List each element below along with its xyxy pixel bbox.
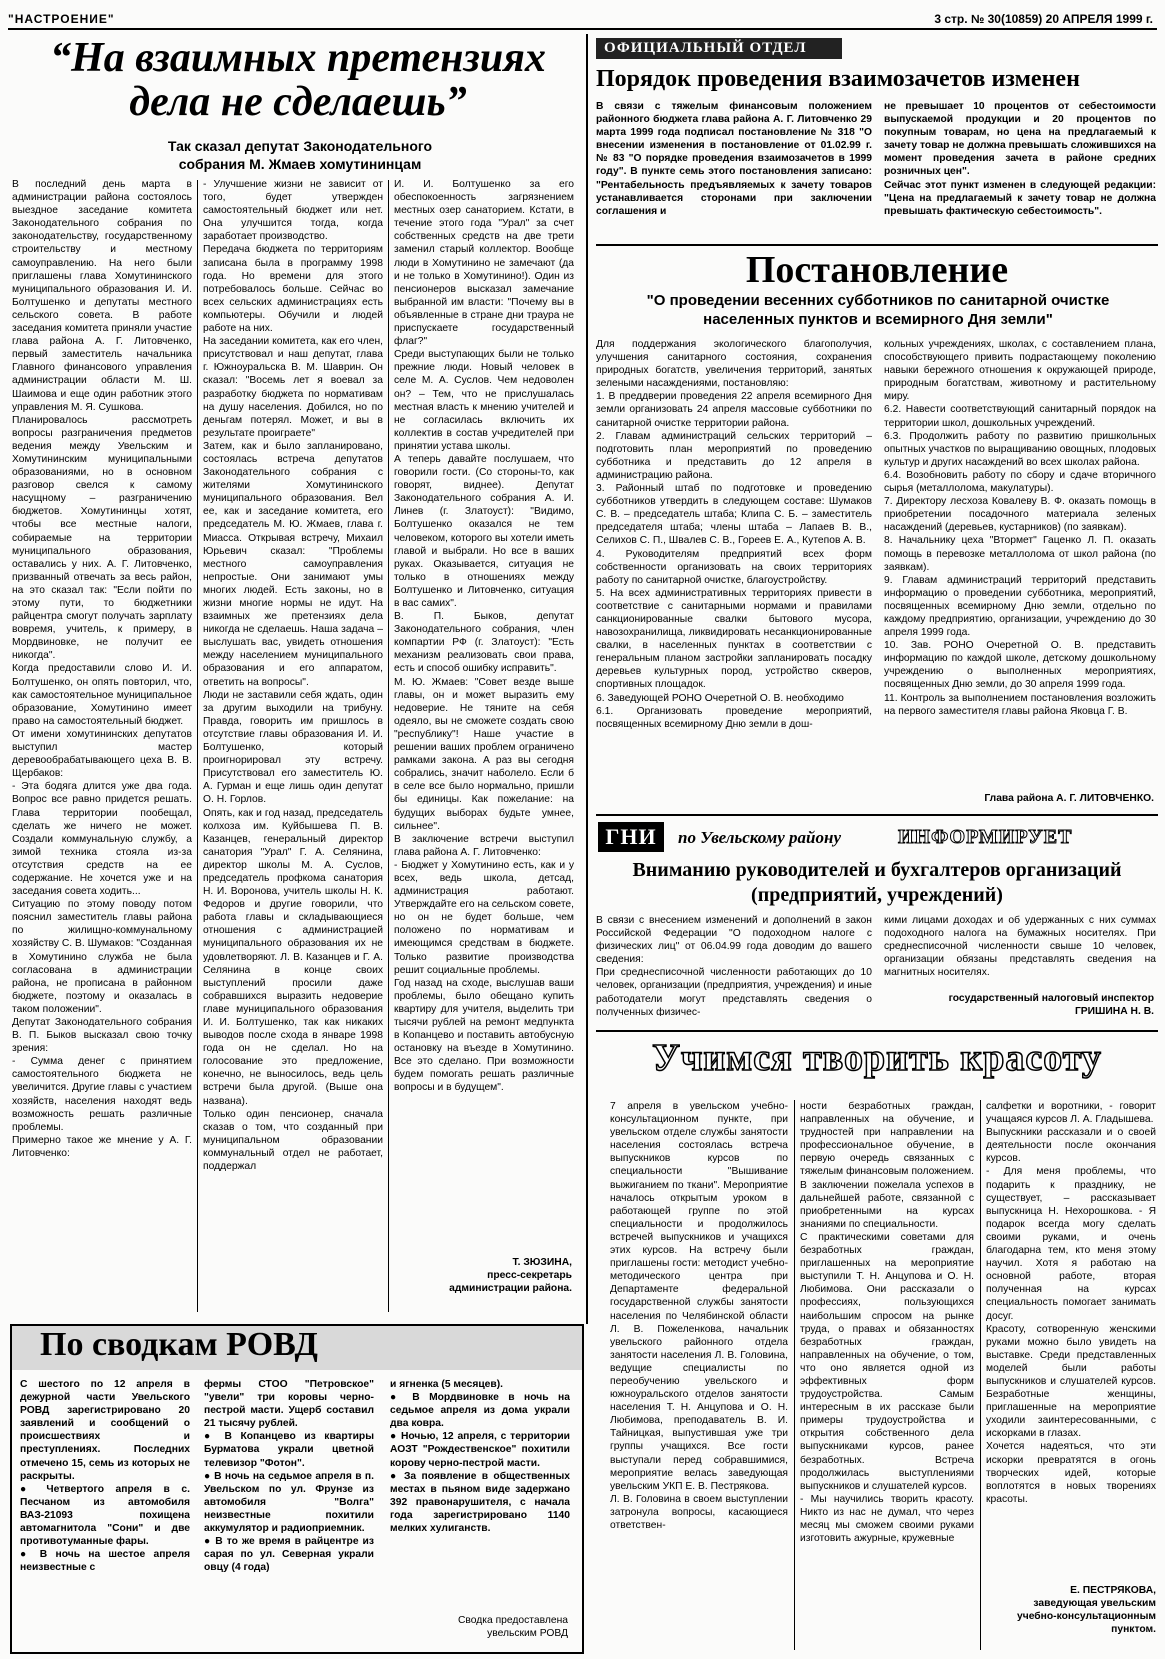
tax-column-1: В связи с внесением изменений и дополнений в закон Российской Федерации "О подоходном налоге с физических лиц" от 06.04.99 года доводим до вашего сведения: При среднесписочной численности работающих до 10 человек, организации (предприятия, учреждения) и иные работодатели могут представлять сведения о полученных физичес- [596, 915, 872, 1016]
column-divider [980, 1100, 981, 1650]
article-signature: Т. ЗЮЗИНА, пресс-секретарь администрации района. [449, 1257, 572, 1294]
beauty-column-1: 7 апреля в увельском учебно-консультационном пункте, при увельском отделе службы занятости населения состоялась встреча выпускников курсов по специальности "Вышивание выжиганием по ткани". Мероприятие началось открытым уроком в работающей группе по этой специальности и продолжилось встречей выпускников и учащихся этих курсов. На встречу были приглашены гости: методист учебно-методического центра при Департаменте федеральной государственной службы занятости населения по Челябинской области Л. В. Пожеленкова, начальник увельского районного отдела занятости населения Л. В. Головина, ведущие специалисты по переобучению увельского и южноуральского отделов занятости населения Т. Н. Анцупова и О. Н. Любимова, преподаватель В. И. Тайницкая, выпустившая уже три группы учащихся. Все гости выступали перед собравшимися, мероприятие велась заведующая увельским УКП Е. В. Пестрякова. Л. В. Головина в своем выступлении затронула вопросы, касающиеся ответствен- [610, 1101, 788, 1531]
decree-column-1: Для поддержания экологического благополучия, улучшения санитарного состояния, сохранения природных богатств, увеличения территорий, занятых зелеными насаждениями, постановляю: 1. В преддверии проведения 22 апреля всемирного Дня земли организовать 24 апреля массовые субботники по санитарной очистке территории района. 2. Главам администраций сельских территорий – подготовить план мероприятий по проведению субботника и представить до 12 апреля в администрацию района. 3. Районный штаб по подготовке и проведению субботников утвердить в следующем составе: Шумаков С. В. – председатель штаба; Клипа С. Б. – заместитель председателя штаба; члены штаба – Лапаев В. В., Селихов С. П., Швалев С. В., Гореев Е. А., Кутепов А. В. 4. Руководителям предприятий всех форм собственности организовать на своих территориях работу по санитарной очистке, благоустройству. 5. На всех административных территориях привести в соответствие с санитарными нормами и правилами санкционированные свалки бытового мусора, навозохранилища, ликвидировать несанкционированные свалки, в населенных пунктах в соответствии с генеральным планом застройки запланировать посадку деревьев культурных пород, устройство скверов, спортивных площадок. 6. Заведующей РОНО Очеретной О. В. необходимо 6.1. Организовать проведение мероприятий, посвященных всемирному Дню земли в дош- [596, 339, 872, 730]
rovd-signature: Сводка предоставлена увельским РОВД [457, 1615, 568, 1639]
tax-signature: государственный налоговый инспектор ГРИШИНА Н. В. [948, 993, 1154, 1017]
article-column-2: - Улучшение жизни не зависит от того, будет утвержден самостоятельный бюджет или нет. Она улучшится тогда, когда заработает производство. Передача бюджета по территориям записана была в программу 1998 года. Но времени для этого потребовалось больше. Сейчас во всех сельских администрациях есть компьютеры. Обучили и людей работе на них. На заседании комитета, как его член, присутствовал и наш депутат, глава г. Южноуральска В. М. Шаврин. Он сказал: "Восемь лет я воевал за разработку бюджета по нормативам на душу населения. Добился, но по деньгам потерял. Может, и вы в результате проиграете" Затем, как и было запланировано, состоялась встреча депутатов Законодательного собрания с жителями Хомутининского муниципального образования. Вел ее, как и заседание комитета, его председатель М. Ю. Жмаев, глава г. Миасса. Открывая встречу, Михаил Юрьевич сказал: "Проблемы местного самоуправления непростые. Они занимают умы многих людей. Есть законы, но в жизни многие нормы не идут. На взаимных же претензиях дела никогда не сделаешь. Наша задача – выслушать вас, увидеть отношения между населением муниципального образования и его аппаратом, ответить на вопросы". Люди не заставили себя ждать, один за другим выходили на трибуну. Правда, говорить им пришлось в отсутствие главы образования И. И. Болтушенко, который проигнорировал эту встречу. Присутствовал его заместитель Ю. А. Гурман и еще лишь один депутат О. Н. Горлов. Опять, как и год назад, председатель колхоза им. Куйбышева П. В. Казанцев, генеральный директор санатория "Урал" Г. А. Селянина, директор школы М. А. Суслов, председатель профкома санатория Н. И. Воронова, учитель школы Н. К. Федоров и другие говорили, что работа главы и складывающиеся отношения с администрацией муниципального образования их не удовлетворяют. Л. В. Казанцев и Г. А. Селянина в конце своих выступлений просили даже собравшихся выразить недоверие главе муниципального образования И. И. Болтушенко, так как никаких выводов после схода в январе 1998 года он не сделал. Но на голосование это предложение, конечно, не выносилось, ведь цель встречи была другой. (Выше она названа). Только один пенсионер, сначала сказав о том, что созданный при муниципальном образовании коммунальный отдел не работает, поддержал [203, 179, 383, 1173]
official-column-1: В связи с тяжелым финансовым положением районного бюджета глава района А. Г. Литовченко 29 марта 1999 года подписал постановление № 318 "О внесении изменения в постановление от 01.02.99 г. № 83 "О порядке проведения взаимозачетов в 1999 году". В пункте семь этого постановления записано: "Рентабельность предъявляемых к зачету товаров устанавливается сторонами при заключении соглашения и [596, 101, 872, 217]
article-column-3: И. И. Болтушенко за его обеспокоенность загрязнением местных озер санаторием. Кстати, в течение этого года "Урал" за счет собственных средств на две трети заменил старый коллектор. Вообще люди в Хомутинино не замечают (да и не только в Хомутинино!). Один из пенсионеров высказал замечание выбранной им власти: "Почему вы в объявленные в стране дни траура не приспускаете государственный флаг?" Среди выступающих были не только прежние люди. Новый человек в селе М. А. Суслов. Чем недоволен он? – Тем, что не прислушалась местная власть к мнению учителей и не согласилась включить их коллектив в состав учредителей при принятии устава школы. А теперь давайте послушаем, что говорили гости. (Со стороны-то, как говорят, виднее). Депутат Законодательного собрания А. И. Линев (г. Златоуст): "Видимо, Болтушенко оказался не тем человеком, которого вы хотели иметь главой и выбрали. Но все в ваших руках. Оказывается, ситуация не только в отношениях между Болтушенко и Литовченко, ситуация в вас самих". В. П. Быков, депутат Законодательного собрания, член компартии РФ (г. Златоуст): "Есть механизм реализовать свои права, есть и способ ошибку исправить". М. Ю. Жмаев: "Совет везде выше главы, он и может выразить ему недоверие. Не тяните на себя одеяло, вы не сможете создать свою "республику"! Наше участие в решении ваших проблем ограничено рамками закона. А раз вы сегодня собрались, значит наболело. Если б в селе все было нормально, пришли бы единицы. Как пожелание: на будущих выборах будьте умнее, сильнее". В заключение встречи выступил глава района А. Г. Литовченко: - Бюджет у Хомутинино есть, как и у всех, ведь школа, детсад, администрация работают. Утверждайте его на сельском совете, но он не будет больше, чем положено по нормативам и имеющимся средствам в бюджете. Только развитие производства решит социальные проблемы. Год назад на сходе, выслушав ваши проблемы, было обещано купить квартиру для учителя, выделить три тысячи рублей на ремонт медпункта в Копанцево и поставить автобусную остановку на въезде в Хомутинино. Все это сделано. При возможности будем помогать решать различные вопросы и в будущем". [394, 179, 574, 1094]
beauty-column-3: салфетки и воротники, - говорит учащаяся курсов Л. А. Гладышева. Выпускники рассказали и о своей деятельности после окончания курсов. - Для меня проблемы, что подарить к празднику, не существует, – рассказывает выпускница Н. Нехорошкова. - Я подарок всегда могу сделать своими руками, и очень благодарна тем, кто меня этому научил. Хотя я работаю на основной работе, вторая полученная на курсах специальность помогает занимать досуг. Красоту, сотворенную женскими руками можно было увидеть на выставке. Среди представленных моделей были работы выпускников и слушателей курсов. Безработные женщины, приглашенные на мероприятие уходили заинтересованными, с искорками в глазах. Хочется надеяться, что эти искорки превратятся в огонь творческих идей, которые воплотятся в новых творениях красоты. [986, 1101, 1156, 1505]
decree-title: Постановление [745, 249, 1009, 291]
section-rule [596, 814, 1158, 816]
decree-column-2: кольных учреждениях, школах, с составлением плана, способствующего привить подрастающему поколению навыки бережного отношения к окружающей природе, природным богатствам, животному и растительному миру. 6.2. Навести соответствующий санитарный порядок на территории школ, дошкольных учреждений. 6.3. Продолжить работу по развитию пришкольных опытных участков по выращиванию овощных, плодовых культур и других насаждений во всех школах района. 6.4. Возобновить работу по сбору и сдаче вторичного сырья (металлолома, макулатуры). 7. Директору лесхоза Ковалеву В. Ф. оказать помощь в приобретении посадочного материала зеленых насаждений (деревьев, кустарников) (по заявкам). 8. Начальнику цеха "Втормет" Гаценко Л. П. оказать помощь в перевозке металлолома от школ района (по заявкам). 9. Главам администраций территорий представить информацию о проведении субботника, мероприятий, посвященных всемирному Дню земли, отдельно по каждому предприятию, организации, учреждению до 30 апреля 1999 года. 10. Зав. РОНО Очеретной О. В. представить информацию по каждой школе, детскому дошкольному учреждению о выполненных мероприятиях, посвященных Дню земли, до 30 апреля 1999 года. 11. Контроль за выполнением постановления возложить на первого заместителя главы района Яковца Г. В. [884, 339, 1156, 717]
official-title: Порядок проведения взаимозачетов изменен [596, 66, 1080, 92]
tax-informs: ИНФОРМИРУЕТ [898, 826, 1073, 848]
header-rule [8, 28, 1157, 30]
rovd-column-2: фермы СТОО "Петровское" "увели" три коровы черно-пестрой масти. Ущерб составил 21 тысячу рублей. ● В Копанцево из квартиры Бурматова украли цветной телевизор "Фотон". ● В ночь на седьмое апреля в п. Увельском по ул. Фрунзе из автомобиля "Волга" неизвестные похитили аккумулятор и радиоприемник. ● В то же время в райцентре из сарая по ул. Северная украли овцу (4 года) [204, 1379, 374, 1574]
tax-district: по Увельскому району [678, 828, 841, 847]
running-head-issue: 3 стр. № 30(10859) 20 АПРЕЛЯ 1999 г. [934, 12, 1153, 26]
column-divider [794, 1100, 795, 1650]
beauty-signature: Е. ПЕСТРЯКОВА, заведующая увельским учебно-консультационным пунктом. [1017, 1585, 1156, 1635]
column-divider [197, 180, 198, 1312]
tax-column-2: кими лицами доходах и об удержанных с них суммах подоходного налога на бумажных носителях. При среднесписочной численности свыше 10 человек, организации обязаны представлять сведения на магнитных носителях. [884, 915, 1156, 979]
tax-logo: ГНИ [598, 822, 664, 852]
tax-title: Вниманию руководителей и бухгалтеров организаций (предприятий, учреждений) [632, 859, 1122, 906]
article-headline: “На взаимных претензиях дела не сделаешь” [50, 35, 546, 126]
section-rule [596, 1030, 1158, 1032]
rovd-column-1: С шестого по 12 апреля в дежурной части Увельского РОВД зарегистрировано 20 заявлений и сообщений о происшествиях и преступлениях. Последних отмечено 15, семь из которых не раскрыты. ● Четвертого апреля в с. Песчаном из автомобиля ВАЗ-21093 похищена автомагнитола "Сони" и две противотуманные фары. ● В ночь на шестое апреля неизвестные с [20, 1379, 190, 1574]
page-center-divider [586, 34, 588, 1324]
beauty-title: Учимся творить красоту [652, 1037, 1102, 1079]
official-column-2: не превышает 10 процентов от себестоимости выпускаемой продукции и 20 процентов по покупным товарам, но цена на предлагаемый к зачету товар не должна превышать сложившихся на момент проведения зачета в районе средних розничных цен". Сейчас этот пункт изменен в следующей редакции: "Цена на предлагаемый к зачету товар не должна превышать фактическую себестоимость". [884, 101, 1156, 217]
article-column-1: В последний день марта в администрации района состоялось выездное заседание комитета Законодательного собрания по законодательству, государственному строительству и местному самоуправлению. На него были приглашены глава Хомутининского муниципального образования И. И. Болтушенко и депутаты местного сельского совета. В работе заседания комитета приняли участие глава района А. Г. Литовченко, первый заместитель начальника Главного финансового управления администрации области М. Ш. Шаимова и еще один работник этого управления М. Я. Сушкова. Планировалось рассмотреть вопросы разграничения предметов ведения между Увельским и Хомутининским муниципальными образованиями, но в основном разговор свелся к самому насущному – разграничению бюджетов. Хомутининцы хотят, чтобы все местные налоги, собираемые на территории муниципального образования, оставались у них. А. Г. Литовченко, призванный отвечать за весь район, на это сказал так: "Если пойти по этому пути, то бюджетники райцентра смогут получать зарплату вовремя, учитель, к примеру, в Мордвиновке, не получит ее никогда". Когда предоставили слово И. И. Болтушенко, он опять повторил, что, как самостоятельное муниципальное образование, Хомутинино имеет право на самостоятельный бюджет. От имени хомутининских депутатов выступил мастер деревообрабатывающего цеха В. В. Щербаков: - Эта бодяга длится уже два года. Вопрос все равно придется решать. Глава территории пообещал, сделать же ничего не может. Создали коммунальную службу, а зимой техника стояла из-за отсутствия средств на ее содержание. Не хочется уже и на заседания совета ходить... Ситуацию по этому поводу потом пояснил заместитель главы района по жилищно-коммунальному хозяйству С. В. Шумаков: "Созданная в Хомутинино служба не была согласована в администрации района, не прописана в районном бюджете, поэтому и оказалась в таком положении". Депутат Законодательного собрания В. П. Быков высказал свою точку зрения: - Сумма денег с принятием самостоятельного бюджета не увеличится. Другие главы с участием хозяйств, населения находят ведь возможность решать различные проблемы. Примерно такое же мнение у А. Г. Литовченко: [12, 179, 192, 1159]
section-rule [596, 244, 1158, 246]
rovd-column-3: и ягненка (5 месяцев). ● В Мордвиновке в ночь на седьмое апреля из дома украли два ковра. ● Ночью, 12 апреля, с территории АОЗТ "Рождественское" похитили корову черно-пестрой масти. ● За появление в общественных местах в пьяном виде задержано 392 правонарушителя, с начала года зарегистрировано 1140 мелких хулиганств. [390, 1379, 570, 1535]
column-divider [388, 180, 389, 1312]
running-head-title: "НАСТРОЕНИЕ" [8, 12, 115, 26]
beauty-column-2: ности безработных граждан, направленных на обучение, и трудностей при направлении на профессиональное обучение, в первую очередь связанных с тяжелым финансовым положением. В заключении пожелала успехов в дальнейшей работе, связанной с приобретенными на курсах знаниями по специальности. С практическими советами для безработных граждан, приглашенных на мероприятие выступили Т. Н. Анцупова и О. Н. Любимова. Они рассказали о профессиях, пользующихся наибольшим спросом на рынке труда, о правах и обязанностях безработных граждан, направленных на обучение, о том, что оно является одной из эффективных форм трудоустройства. Самым интересным в их рассказе были примеры трудоустройства и открытия собственного дела выпускниками курсов, ранее безработных. Встреча продолжилась выступлениями выпускников и слушателей курсов. - Мы научились творить красоту. Никто из нас не думал, что через месяц мы сможем своими руками изготовить ажурные, кружевные [800, 1101, 974, 1545]
decree-signature: Глава района А. Г. ЛИТОВЧЕНКО. [984, 793, 1154, 804]
decree-subtitle: "О проведении весенних субботников по санитарной очистке населенных пунктов и всемирного Дня земли" [646, 292, 1110, 328]
official-section-tag: ОФИЦИАЛЬНЫЙ ОТДЕЛ [596, 38, 842, 59]
rovd-title: По сводкам РОВД [40, 1326, 318, 1363]
article-subtitle: Так сказал депутат Законодательного собрания М. Жмаев хомутининцам [167, 138, 433, 172]
